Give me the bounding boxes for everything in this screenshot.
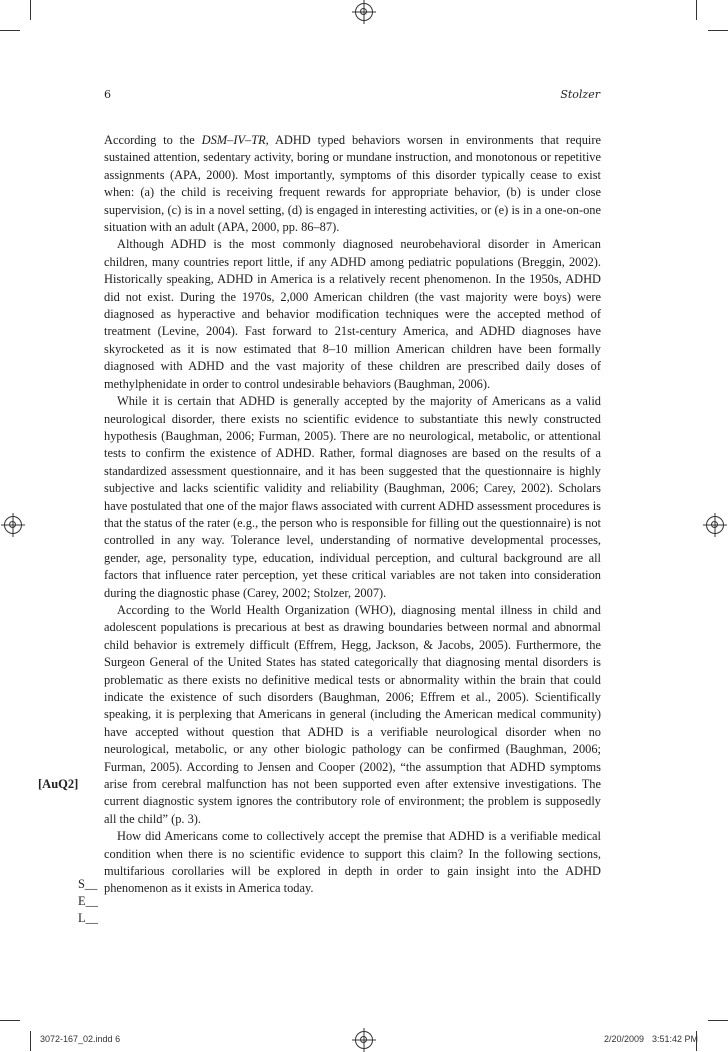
registration-mark-icon — [4, 516, 22, 534]
footer-date: 2/20/2009 — [604, 1034, 645, 1044]
crop-mark-tr-h — [708, 30, 728, 31]
footer-time: 3:51:42 PM — [652, 1034, 699, 1044]
crop-mark-tr-v — [696, 0, 697, 20]
crop-mark-tl-v — [30, 0, 31, 20]
paragraph-5: How did Americans come to collectively accept the premise that ADHD is a verifiable medical condition when there is no scientific evidence to support this claim? In the following sections, multifarious corollaries will be explored in depth in order to gain insight into the ADHD phenomenon as it exists in America today. — [104, 829, 601, 896]
page-number: 6 — [104, 88, 111, 101]
running-head: Stolzer — [560, 88, 600, 101]
registration-mark-icon — [706, 516, 724, 534]
footer-filename: 3072-167_02.indd 6 — [40, 1034, 121, 1044]
crop-mark-br-h — [708, 1020, 728, 1021]
dsm-citation: DSM–IV–TR, — [201, 133, 269, 147]
paragraph-1: According to the DSM–IV–TR, ADHD typed behaviors worsen in environments that require sustained attention, sedentary activity, boring or mundane instruction, and monotonous or repetitive assignments (APA, 2000). Most importantly, symptoms of this disorder typically cease to exist when: (a) the child is receiving frequent rewards for appropriate behavior, (b) is under close supervision, (c) is in a novel setting, (d) is engaged in interesting activities, or (e) is in a one-on-one situation with an adult (APA, 2000, pp. 86–87). — [104, 133, 601, 235]
sel-mark-s: S__ — [78, 877, 98, 891]
sel-mark-l: L__ — [78, 911, 98, 925]
author-query-marker: [AuQ2] — [38, 777, 79, 791]
registration-mark-icon — [355, 1031, 373, 1049]
paragraph-2: Although ADHD is the most commonly diagnosed neurobehavioral disorder in American children, many countries report little, if any ADHD among pediatric populations (Breggin, 2002). Historically speaking, ADHD in America is a relatively recent phenomenon. In the 1950s, ADHD did not exist. During the 1970s, 2,000 American children (the vast majority were boys) were diagnosed as hyperactive and behavior modification techniques were the accepted method of treatment (Levine, 2004). Fast forward to 21st-century America, and ADHD diagnoses have skyrocketed as it is now estimated that 8–10 million American children have been formally diagnosed with ADHD and the vast majority of these children are prescribed daily doses of methylphenidate in order to control undesirable behaviors (Baughman, 2006). — [104, 237, 601, 391]
crop-mark-bl-h — [0, 1020, 20, 1021]
paragraph-3: While it is certain that ADHD is generally accepted by the majority of Americans as a valid neurological disorder, there exists no scientific evidence to substantiate this newly constructed hypothesis (Baughman, 2006; Furman, 2005). There are no neurological, metabolic, or attentional tests to confirm the existence of ADHD. Rather, formal diagnoses are based on the results of a standardized assessment questionnaire, and it has been suggested that the questionnaire is highly subjective and lacks scientific validity and reliability (Baughman, 2006; Carey, 2002). Scholars have postulated that one of the major flaws associated with current ADHD assessment procedures is that the status of the rater (e.g., the person who is responsible for filling out the questionnaire) is not controlled in any way. Tolerance level, understanding of normative developmental processes, gender, age, personality type, education, individual perception, and cultural background are all factors that influence rater perception, yet these critical variables are not taken into consideration during the diagnostic phase (Carey, 2002; Stolzer, 2007). — [104, 394, 601, 600]
sel-mark-e: E__ — [78, 894, 98, 908]
crop-mark-tl-h — [0, 30, 20, 31]
paragraph-4: According to the World Health Organization (WHO), diagnosing mental illness in child and adolescent populations is precarious at best as drawing boundaries between normal and abnormal child behavior is extremely difficult (Effrem, Hegg, Jackson, & Jacobs, 2005). Furthermore, the Surgeon General of the United States has stated categorically that diagnosing mental disorders is problematic as there exists no definitive medical tests or abnormality within the brain that could indicate the existence of such disorders (Baughman, 2006; Effrem et al., 2005). Scientifically speaking, it is perplexing that Americans in general (including the American medical community) have accepted without question that ADHD is a verifiable neurological disorder when no neurological, metabolic, or any other biologic pathology can be confirmed (Baughman, 2006; Furman, 2005). According to Jensen and Cooper (2002), “the assumption that ADHD symptoms arise from cerebral malfunction has not been supported even after extensive investigations. The current diagnostic system ignores the contributory role of environment; the problem is supposedly all the child” (p. 3). — [104, 602, 601, 826]
registration-mark-icon — [355, 3, 373, 21]
body-text — [104, 132, 601, 898]
crop-mark-bl-v — [30, 1031, 31, 1051]
